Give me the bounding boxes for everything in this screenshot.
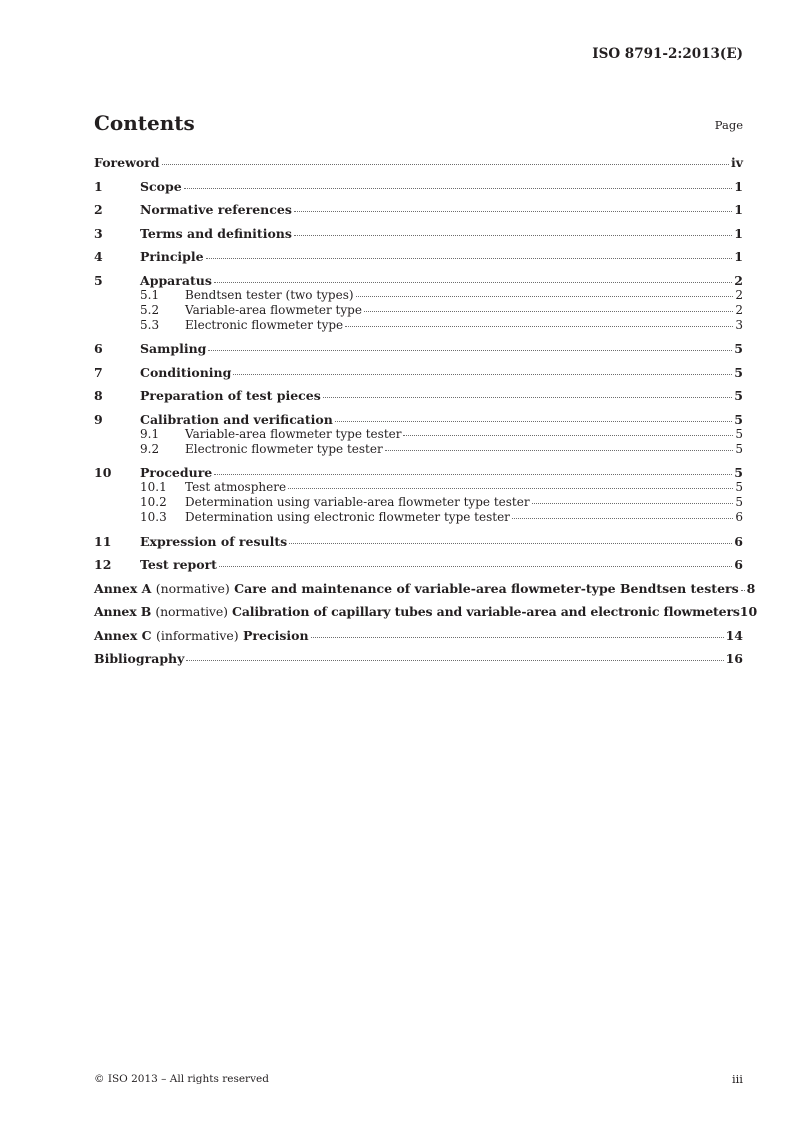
toc-entry-procedure[interactable] bbox=[94, 465, 743, 480]
toc-title: Conditioning bbox=[140, 364, 232, 380]
toc-number: 10.2 bbox=[140, 495, 167, 509]
toc-entry-principle[interactable] bbox=[94, 249, 743, 264]
toc-entry-conditioning[interactable] bbox=[94, 365, 743, 380]
toc-page: 5 bbox=[734, 388, 743, 403]
toc-title: Bendtsen tester (two types) bbox=[185, 287, 354, 302]
toc-entry-test-atmosphere[interactable] bbox=[94, 480, 743, 495]
annex-title: Calibration of capillary tubes and variable-area and electronic flowmeters bbox=[232, 604, 740, 619]
toc-title: Determination using electronic flowmeter type tester bbox=[185, 510, 510, 524]
toc-page: 6 bbox=[734, 557, 743, 572]
dot-leader bbox=[403, 435, 733, 436]
toc-entry-bendtsen-tester[interactable] bbox=[94, 288, 743, 303]
copyright-notice: © ISO 2013 – All rights reserved bbox=[94, 1073, 269, 1085]
toc-page: 5 bbox=[735, 426, 743, 441]
toc-page: 1 bbox=[734, 249, 743, 264]
dot-leader bbox=[162, 164, 729, 165]
toc-title: Electronic flowmeter type tester bbox=[185, 441, 383, 456]
annex-title: Care and maintenance of variable-area flowmeter-type Bendtsen testers bbox=[234, 580, 739, 596]
toc-entry-apparatus[interactable] bbox=[94, 273, 743, 288]
toc-number: 10.3 bbox=[140, 510, 167, 524]
toc-title: Calibration and verification bbox=[140, 411, 333, 427]
annex-type: (informative) bbox=[155, 627, 239, 643]
toc-page: 1 bbox=[734, 202, 743, 217]
toc-number: 7 bbox=[94, 364, 103, 380]
toc-number: 11 bbox=[94, 533, 112, 549]
toc-entry-sampling[interactable] bbox=[94, 341, 743, 356]
toc-title: Procedure bbox=[140, 465, 213, 480]
dot-leader bbox=[214, 282, 732, 283]
toc-title: Foreword bbox=[94, 155, 160, 170]
toc-title: Test report bbox=[140, 557, 217, 572]
toc-page: 5 bbox=[734, 364, 743, 380]
toc-title: Electronic flowmeter type bbox=[185, 317, 344, 332]
toc-page: 5 bbox=[734, 341, 743, 356]
toc-page: 5 bbox=[735, 495, 743, 509]
toc-number: 9.2 bbox=[140, 441, 160, 456]
toc-entry-calibration-and-verification[interactable] bbox=[94, 412, 743, 427]
toc-number: 12 bbox=[94, 557, 112, 572]
annex-label: Annex B bbox=[94, 604, 152, 619]
contents-title: Contents bbox=[94, 111, 195, 135]
dot-leader bbox=[214, 474, 732, 475]
annex-title: Precision bbox=[243, 627, 309, 643]
toc-entry-test-report[interactable] bbox=[94, 557, 743, 572]
toc-number: 9 bbox=[94, 411, 103, 427]
toc-number: 10 bbox=[94, 465, 112, 480]
dot-leader bbox=[345, 326, 733, 327]
toc-page: 6 bbox=[734, 533, 743, 549]
toc-title: Expression of results bbox=[140, 533, 288, 549]
toc-number: 3 bbox=[94, 225, 103, 241]
toc-page: 5 bbox=[734, 411, 743, 427]
toc-entry-bibliography[interactable] bbox=[94, 651, 743, 666]
toc-entry-foreword[interactable] bbox=[94, 155, 743, 170]
toc-entry-determination-electronic[interactable] bbox=[94, 510, 743, 525]
dot-leader bbox=[294, 235, 732, 236]
dot-leader bbox=[186, 660, 723, 661]
toc-page: 2 bbox=[735, 302, 743, 317]
toc-page: 16 bbox=[725, 651, 743, 666]
toc-entry-normative-references[interactable] bbox=[94, 202, 743, 217]
toc-page: 8 bbox=[746, 580, 756, 596]
dot-leader bbox=[219, 566, 732, 567]
toc-title: Apparatus bbox=[140, 272, 212, 288]
toc-entry-variable-area-flowmeter-type[interactable] bbox=[94, 303, 743, 318]
toc-title bbox=[94, 581, 739, 596]
toc-number: 5 bbox=[94, 272, 103, 288]
annex-type: (normative) bbox=[155, 604, 228, 619]
dot-leader bbox=[208, 350, 732, 351]
toc-entry-scope[interactable] bbox=[94, 179, 743, 194]
toc-entry-annex-b[interactable] bbox=[94, 604, 758, 619]
toc-title bbox=[94, 628, 309, 643]
document-id: ISO 8791-2:2013(E) bbox=[592, 46, 743, 62]
toc-page: 1 bbox=[734, 178, 743, 194]
toc-page: 2 bbox=[735, 287, 743, 302]
toc-number: 5.2 bbox=[140, 302, 160, 317]
toc-number: 6 bbox=[94, 341, 103, 356]
toc-title: Determination using variable-area flowmeter type tester bbox=[185, 495, 530, 509]
toc-entry-electronic-flowmeter-type-tester[interactable] bbox=[94, 442, 743, 457]
dot-leader bbox=[294, 211, 732, 212]
dot-leader bbox=[184, 188, 733, 189]
toc-number: 10.1 bbox=[140, 480, 167, 494]
toc-number: 2 bbox=[94, 202, 103, 217]
toc-entry-determination-variable-area[interactable] bbox=[94, 495, 743, 510]
toc-number: 8 bbox=[94, 388, 103, 403]
toc-entry-electronic-flowmeter-type[interactable] bbox=[94, 318, 743, 333]
dot-leader bbox=[335, 421, 732, 422]
dot-leader bbox=[385, 450, 734, 451]
dot-leader bbox=[311, 637, 724, 638]
dot-leader bbox=[288, 488, 733, 489]
toc-title: Bibliography bbox=[94, 651, 185, 666]
annex-type: (normative) bbox=[155, 580, 230, 596]
toc-entry-preparation-of-test-pieces[interactable] bbox=[94, 388, 743, 403]
toc-page: 2 bbox=[734, 272, 743, 288]
dot-leader bbox=[532, 503, 734, 504]
toc-page: 10 bbox=[739, 604, 758, 619]
toc-title: Test atmosphere bbox=[185, 480, 287, 494]
table-of-contents bbox=[94, 155, 758, 666]
toc-page: iv bbox=[730, 155, 743, 170]
toc-page: 14 bbox=[725, 627, 743, 643]
toc-number: 5.3 bbox=[140, 317, 160, 332]
dot-leader bbox=[233, 374, 732, 375]
toc-number: 1 bbox=[94, 178, 103, 194]
toc-page: 5 bbox=[735, 480, 743, 494]
toc-number: 5.1 bbox=[140, 287, 160, 302]
dot-leader bbox=[741, 590, 745, 591]
dot-leader bbox=[512, 518, 733, 519]
toc-title: Sampling bbox=[140, 341, 207, 356]
toc-page: 6 bbox=[735, 510, 743, 524]
toc-number: 9.1 bbox=[140, 426, 160, 441]
toc-title: Principle bbox=[140, 249, 204, 264]
dot-leader bbox=[323, 397, 733, 398]
toc-entry-terms-and-definitions[interactable] bbox=[94, 226, 743, 241]
toc-title: Preparation of test pieces bbox=[140, 388, 321, 403]
toc-title: Variable-area flowmeter type tester bbox=[185, 426, 402, 441]
toc-page: 3 bbox=[735, 317, 743, 332]
dot-leader bbox=[289, 543, 732, 544]
toc-page: 5 bbox=[734, 465, 743, 480]
toc-title: Variable-area flowmeter type bbox=[185, 302, 362, 317]
annex-label: Annex A bbox=[94, 580, 152, 596]
page-number: iii bbox=[731, 1072, 743, 1086]
annex-label: Annex C bbox=[94, 627, 152, 643]
toc-title bbox=[94, 604, 740, 619]
page-column-label: Page bbox=[714, 118, 743, 132]
toc-number: 4 bbox=[94, 249, 103, 264]
toc-entry-annex-c[interactable] bbox=[94, 628, 743, 643]
toc-title: Terms and definitions bbox=[140, 225, 292, 241]
toc-title: Normative references bbox=[140, 202, 292, 217]
toc-title: Scope bbox=[140, 178, 182, 194]
toc-page: 5 bbox=[735, 441, 743, 456]
toc-entry-annex-a[interactable] bbox=[94, 580, 756, 596]
dot-leader bbox=[356, 296, 734, 297]
toc-page: 1 bbox=[734, 225, 743, 241]
dot-leader bbox=[364, 311, 733, 312]
toc-entry-expression-of-results[interactable] bbox=[94, 534, 743, 549]
dot-leader bbox=[206, 258, 733, 259]
toc-entry-variable-area-flowmeter-type-tester[interactable] bbox=[94, 427, 743, 442]
